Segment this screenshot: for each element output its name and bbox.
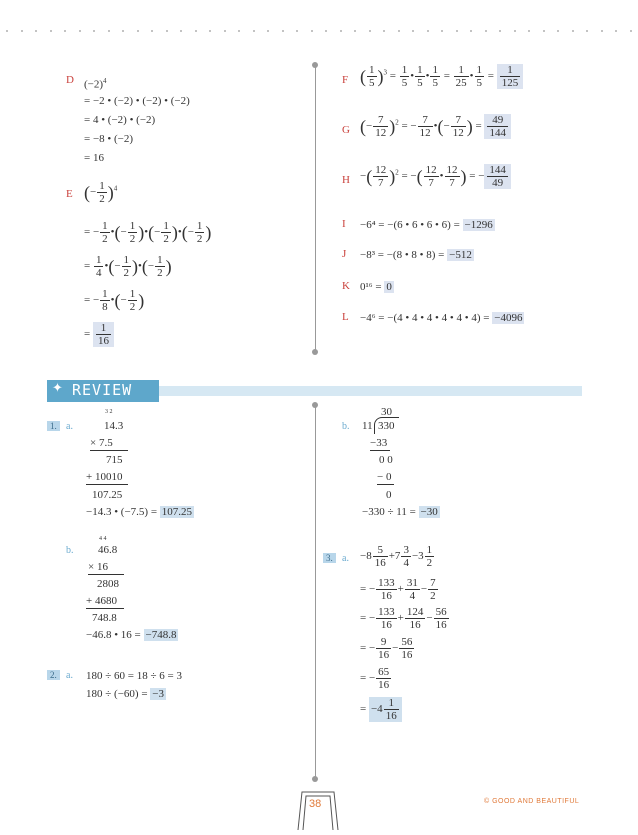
problem-d-line4: = 16 bbox=[84, 152, 104, 164]
star-icon: ✦ bbox=[52, 381, 63, 396]
problem-label-k: K bbox=[342, 280, 350, 292]
question-number-2: 2. bbox=[47, 670, 60, 680]
problem-l-answer: −4096 bbox=[494, 312, 523, 324]
part-label-a: a. bbox=[66, 421, 73, 432]
q2-answer: −3 bbox=[152, 688, 164, 700]
dot bbox=[441, 30, 443, 32]
column-divider bbox=[315, 65, 316, 353]
dot bbox=[267, 30, 269, 32]
dividend: 330 bbox=[378, 420, 395, 432]
q1b-answer: −748.8 bbox=[145, 629, 177, 641]
problem-d-line1: = −2 • (−2) • (−2) • (−2) bbox=[84, 95, 190, 107]
page-number-tab bbox=[296, 790, 340, 830]
dot bbox=[6, 30, 8, 32]
problem-i-expr: −6⁴ = −(6 • 6 • 6 • 6) = −1296 bbox=[360, 219, 493, 231]
problem-f-expr: ( $\frac{1}{5}$ )$^3$ = $\frac{1}{5}$ • $\frac{1}{5}$ • $\frac{1}{5}$ = $\frac{1}{25}$ • $\frac{1}{5}$ = $\frac{1}{125}$ bbox=[360, 64, 523, 89]
divisor: 11 bbox=[362, 420, 373, 432]
quotient: 30 bbox=[381, 406, 392, 418]
carry-digits: 3 2 bbox=[105, 409, 113, 415]
dot bbox=[528, 30, 530, 32]
dot bbox=[383, 30, 385, 32]
problem-e-line3: = − $\frac{1}{8}$ •(− $\frac{1}{2}$ ) bbox=[84, 288, 145, 313]
partial-product-1: 715 bbox=[106, 454, 123, 466]
problem-e-line2: = $\frac{1}{4}$ •(− $\frac{1}{2}$ )•(− $\frac{1}{2}$ ) bbox=[84, 254, 172, 279]
subtract-2: − 0 bbox=[377, 470, 394, 485]
dot bbox=[557, 30, 559, 32]
question-number-3: 3. bbox=[323, 553, 336, 563]
problem-label-g: G bbox=[342, 124, 350, 136]
dot bbox=[64, 30, 66, 32]
dot bbox=[456, 30, 458, 32]
dot bbox=[151, 30, 153, 32]
multiplier-b: × 16 bbox=[88, 560, 124, 575]
product-sum-b: 748.8 bbox=[92, 612, 117, 624]
problem-label-l: L bbox=[342, 311, 349, 323]
problem-i-answer: −1296 bbox=[464, 219, 493, 231]
carry-digits-b: 4 4 bbox=[99, 536, 107, 542]
partial-product-2: + 10010 bbox=[86, 470, 128, 485]
q3-line5: = − $\frac{65}{16}$ bbox=[360, 666, 390, 691]
q2-line2: 180 ÷ (−60) = −3 bbox=[86, 688, 164, 700]
dot bbox=[93, 30, 95, 32]
division-final: −330 ÷ 11 = −30 bbox=[362, 506, 438, 518]
dot bbox=[79, 30, 81, 32]
dot bbox=[543, 30, 545, 32]
dot bbox=[354, 30, 356, 32]
q3-line3: = − $\frac{133}{16}$ + $\frac{124}{16}$ − $\frac{56}{16}$ bbox=[360, 606, 447, 631]
partial-product-2b: + 4680 bbox=[86, 594, 124, 609]
partial-product-1b: 2808 bbox=[97, 578, 119, 590]
problem-label-h: H bbox=[342, 174, 350, 186]
review-stripe bbox=[159, 386, 582, 396]
dot bbox=[586, 30, 588, 32]
q3-line4: = − $\frac{9}{16}$ − $\frac{56}{16}$ bbox=[360, 636, 413, 661]
product-sum: 107.25 bbox=[92, 489, 123, 501]
problem-j-answer: −512 bbox=[449, 249, 472, 261]
problem-h-expr: −( $\frac{12}{7}$ )$^2$ = −( $\frac{12}{7}$ • $\frac{12}{7}$ ) = − $\frac{144}{49}$ bbox=[360, 164, 511, 189]
dot bbox=[282, 30, 284, 32]
q3-line2: = − $\frac{133}{16}$ + $\frac{31}{4}$ − $\frac{7}{2}$ bbox=[360, 577, 436, 602]
dot bbox=[630, 30, 632, 32]
review-title: REVIEW bbox=[72, 381, 133, 399]
column-divider-bottom bbox=[315, 405, 316, 780]
dot bbox=[369, 30, 371, 32]
remainder-2: 0 bbox=[386, 489, 392, 501]
problem-d-line3: = −8 • (−2) bbox=[84, 133, 134, 145]
problem-label-e: E bbox=[66, 188, 73, 200]
dot bbox=[340, 30, 342, 32]
q1a-answer: 107.25 bbox=[161, 506, 193, 518]
divider-cap-top bbox=[312, 62, 318, 68]
dot bbox=[398, 30, 400, 32]
division-answer: −30 bbox=[420, 506, 438, 518]
problem-j-expr: −8³ = −(8 • 8 • 8) = −512 bbox=[360, 249, 472, 261]
multiplicand: 14.3 bbox=[104, 420, 124, 432]
multiplicand-b: 46.8 bbox=[98, 544, 118, 556]
dot bbox=[427, 30, 429, 32]
part-label-b-right: b. bbox=[342, 421, 350, 432]
dot bbox=[122, 30, 124, 32]
dot bbox=[514, 30, 516, 32]
dot bbox=[195, 30, 197, 32]
dot bbox=[35, 30, 37, 32]
dot bbox=[412, 30, 414, 32]
problem-k-answer: 0 bbox=[386, 281, 392, 293]
dot bbox=[601, 30, 603, 32]
divider-cap-bottom bbox=[312, 776, 318, 782]
problem-l-expr: −4⁶ = −(4 • 4 • 4 • 4 • 4 • 4) = −4096 bbox=[360, 312, 523, 324]
dot bbox=[50, 30, 52, 32]
q3-answer: = −4 $\frac{1}{16}$ bbox=[360, 697, 402, 722]
problem-k-expr: 0¹⁶ = 0 bbox=[360, 281, 392, 293]
dot bbox=[253, 30, 255, 32]
dot bbox=[615, 30, 617, 32]
q2-part-label-a: a. bbox=[66, 670, 73, 681]
dot bbox=[224, 30, 226, 32]
problem-e-line1: = − $\frac{1}{2}$ •(− $\frac{1}{2}$ )•(− $\frac{1}{2}$ )•(− $\frac{1}{2}$ ) bbox=[84, 220, 212, 245]
dot bbox=[209, 30, 211, 32]
dot bbox=[499, 30, 501, 32]
divider-cap-bottom bbox=[312, 349, 318, 355]
dot bbox=[572, 30, 574, 32]
dot bbox=[137, 30, 139, 32]
problem-label-i: I bbox=[342, 218, 346, 230]
q1a-final: −14.3 • (−7.5) = 107.25 bbox=[86, 506, 193, 518]
q3-part-label-a: a. bbox=[342, 553, 349, 564]
dot bbox=[325, 30, 327, 32]
q3-line1: −8 $\frac{5}{16}$ +7 $\frac{3}{4}$ −3 $\frac{1}{2}$ bbox=[360, 544, 433, 569]
dot bbox=[470, 30, 472, 32]
problem-label-d: D bbox=[66, 74, 74, 86]
problem-d-expr: $(-2)^4$ bbox=[84, 77, 107, 91]
problem-label-f: F bbox=[342, 74, 349, 86]
problem-label-j: J bbox=[342, 248, 347, 260]
dot bbox=[21, 30, 23, 32]
dot bbox=[311, 30, 313, 32]
dot bbox=[108, 30, 110, 32]
brand-footer: © GOOD AND BEAUTIFUL bbox=[484, 798, 580, 805]
part-label-b: b. bbox=[66, 545, 74, 556]
q1b-final: −46.8 • 16 = −748.8 bbox=[86, 629, 177, 641]
problem-e-expr: (− $\frac{1}{2}$ )$^4$ bbox=[84, 180, 118, 205]
problem-d-line2: = 4 • (−2) • (−2) bbox=[84, 114, 156, 126]
divider-cap-top bbox=[312, 402, 318, 408]
dot bbox=[296, 30, 298, 32]
q2-line1: 180 ÷ 60 = 18 ÷ 6 = 3 bbox=[86, 670, 182, 682]
page-number: 38 bbox=[309, 798, 322, 810]
dot bbox=[166, 30, 168, 32]
question-number-1: 1. bbox=[47, 421, 60, 431]
remainder-1: 0 0 bbox=[379, 454, 393, 466]
subtract-1: −33 bbox=[370, 436, 390, 451]
problem-e-answer: = $\frac{1}{16}$ bbox=[84, 322, 114, 347]
problem-g-expr: (− $\frac{7}{12}$ )$^2$ = − $\frac{7}{12}$ •(− $\frac{7}{12}$ ) = $\frac{49}{144}$ bbox=[360, 114, 511, 139]
dot bbox=[485, 30, 487, 32]
multiplier: × 7.5 bbox=[90, 436, 128, 451]
dot bbox=[180, 30, 182, 32]
dot bbox=[238, 30, 240, 32]
